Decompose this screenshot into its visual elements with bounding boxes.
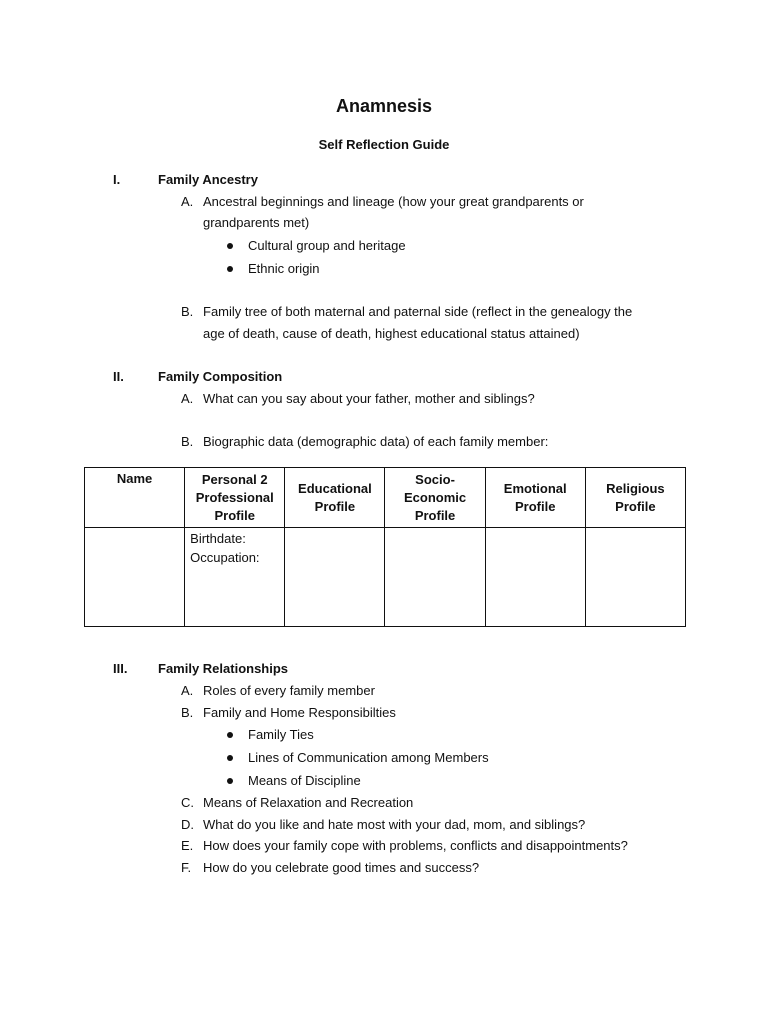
page-subtitle: Self Reflection Guide [318,137,450,152]
header-line: Personal 2 [201,471,268,487]
bullet-dot [227,266,233,272]
section-2-item-b-text: Biographic data (demographic data) of each family member: [203,434,549,449]
section-3-item-e-text: How does your family cope with problems, conflicts and disappointments? [203,838,628,853]
table-header-socio-economic-profile [385,468,485,528]
section-3-bullet: Lines of Communication among Members [248,750,489,765]
occupation-label: Occupation: [190,550,260,565]
header-line: Professional [195,489,274,505]
table-header-personal-professional-profile [185,468,285,528]
header-line: Profile [615,498,656,514]
table-cell-emotional [485,528,585,627]
section-3-item-d-letter: D. [181,817,194,832]
table-cell-name [85,528,185,627]
header-line: Name [116,471,153,486]
section-1-heading: Family Ancestry [158,172,258,187]
section-2-item-a-text: What can you say about your father, mother and siblings? [203,391,535,406]
section-2-item-b-letter: B. [181,434,194,449]
bullet-dot [227,755,233,761]
table-header-row [85,468,686,528]
section-3-item-f-letter: F. [181,860,192,875]
table-cell-religious [585,528,685,627]
bullet-dot [227,732,233,738]
biographic-data-table [84,467,686,627]
header-line: Socio- [415,471,455,487]
section-1-item-b-text-cont: age of death, cause of death, highest educational status attained) [203,326,580,341]
section-3-item-a-text: Roles of every family member [203,683,375,698]
section-2-heading: Family Composition [158,369,283,384]
section-3-item-c-text: Means of Relaxation and Recreation [203,795,414,810]
section-3-bullet: Means of Discipline [248,773,361,788]
bullet-dot [227,243,233,249]
table-header-educational-profile [285,468,385,528]
table-header-name [85,468,185,528]
header-line: Profile [314,498,356,514]
section-3-item-d-text: What do you like and hate most with your dad, mom, and siblings? [203,817,586,832]
section-3-item-b-letter: B. [181,705,194,720]
section-2-item-a-letter: A. [181,391,194,406]
table-cell-educational [285,528,385,627]
header-line: Profile [414,507,456,523]
section-3-item-b-text: Family and Home Responsibilties [203,705,396,720]
section-2-numeral: II. [113,369,124,384]
section-3-item-e-letter: E. [181,838,194,853]
section-1-bullet: Cultural group and heritage [248,238,406,253]
table-header-religious-profile [585,468,685,528]
section-1-item-b-letter: B. [181,304,194,319]
section-3-item-a-letter: A. [181,683,194,698]
table-header-emotional-profile [485,468,585,528]
table-cell-personal-profile [185,528,285,627]
table-cell-socio-economic [385,528,485,627]
page-title: Anamnesis [335,96,433,116]
section-1-item-a-letter: A. [181,194,194,209]
section-1-numeral: I. [113,172,121,187]
bullet-dot [227,778,233,784]
header-line: Profile [514,498,556,514]
header-line: Profile [214,507,255,523]
header-line: Economic [403,489,467,505]
birthdate-label: Birthdate: [190,531,246,546]
header-line: Religious [606,480,665,496]
header-line: Educational [298,480,372,496]
table-row [85,528,686,627]
section-1-bullet: Ethnic origin [248,261,320,276]
section-1-item-a-text-cont: grandparents met) [203,215,310,230]
section-3-item-f-text: How do you celebrate good times and success? [203,860,480,875]
section-3-bullet: Family Ties [248,727,314,742]
section-1-item-b-text: Family tree of both maternal and paternal side (reflect in the genealogy the [203,304,633,319]
section-3-item-c-letter: C. [181,795,194,810]
section-1-item-a-text: Ancestral beginnings and lineage (how your great grandparents or [203,194,584,209]
header-line: Emotional [503,480,567,496]
section-3-numeral: III. [113,661,128,676]
section-3-heading: Family Relationships [158,661,289,676]
